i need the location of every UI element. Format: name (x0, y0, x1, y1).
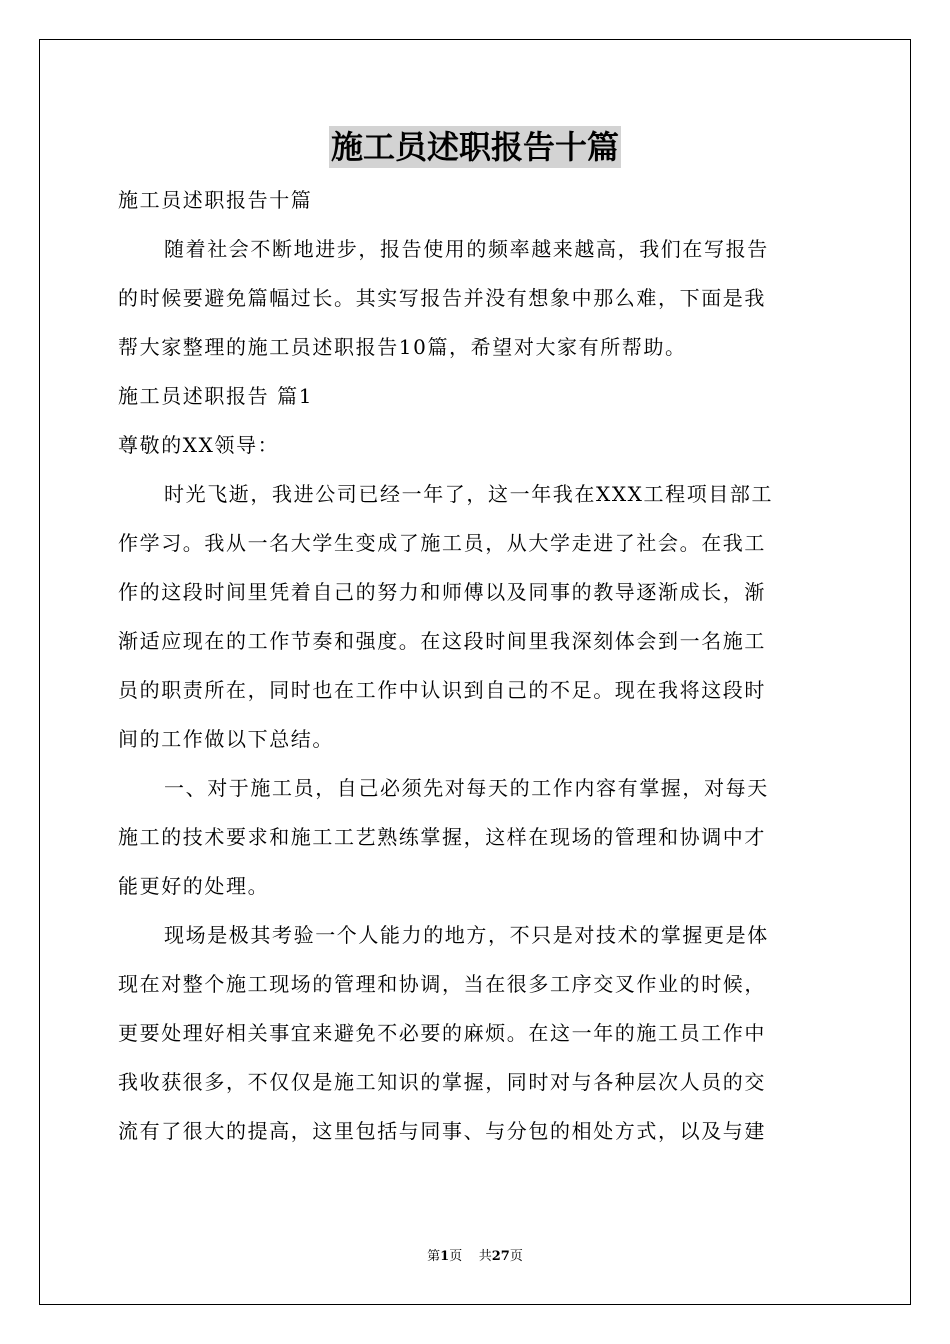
body-line: 能更好的处理。 (118, 874, 270, 898)
body-line: 施工员述职报告十篇 (118, 188, 313, 212)
footer-total-pages: 27 (491, 1249, 510, 1264)
body-line: 我收获很多，不仅仅是施工知识的掌握，同时对与各种层次人员的交 (118, 1070, 766, 1094)
body-line: 的时候要避免篇幅过长。其实写报告并没有想象中那么难，下面是我 (118, 286, 766, 310)
page-footer (0, 1245, 950, 1264)
body-line: 施工员述职报告 篇1 (118, 384, 314, 408)
body-line: 现场是极其考验一个人能力的地方，不只是对技术的掌握更是体 (164, 923, 769, 947)
body-line: 员的职责所在，同时也在工作中认识到自己的不足。现在我将这段时 (118, 678, 766, 702)
footer-suffix: 页 (509, 1249, 523, 1264)
footer-prefix: 第 (427, 1249, 441, 1264)
body-line: 渐适应现在的工作节奏和强度。在这段时间里我深刻体会到一名施工 (118, 629, 766, 653)
body-line: 更要处理好相关事宜来避免不必要的麻烦。在这一年的施工员工作中 (118, 1021, 766, 1045)
body-line: 施工的技术要求和施工工艺熟练掌握，这样在现场的管理和协调中才 (118, 825, 766, 849)
body-line: 作的这段时间里凭着自己的努力和师傅以及同事的教导逐渐成长，渐 (118, 580, 766, 604)
body-line: 帮大家整理的施工员述职报告10篇，希望对大家有所帮助。 (118, 335, 687, 359)
body-line: 流有了很大的提高，这里包括与同事、与分包的相处方式，以及与建 (118, 1119, 766, 1143)
body-line: 现在对整个施工现场的管理和协调，当在很多工序交叉作业的时候， (118, 972, 766, 996)
document-body (118, 176, 834, 1156)
footer-mid: 页 共 (449, 1249, 492, 1264)
body-line: 时光飞逝，我进公司已经一年了，这一年我在XXX工程项目部工 (164, 482, 774, 506)
body-line: 间的工作做以下总结。 (118, 727, 334, 751)
footer-current-page: 1 (440, 1249, 450, 1264)
body-line: 随着社会不断地进步，报告使用的频率越来越高，我们在写报告 (164, 237, 769, 261)
body-line: 作学习。我从一名大学生变成了施工员，从大学走进了社会。在我工 (118, 531, 766, 555)
body-line: 尊敬的XX领导： (118, 433, 280, 457)
body-line: 一、对于施工员，自己必须先对每天的工作内容有掌握，对每天 (164, 776, 769, 800)
document-title: 施工员述职报告十篇 (330, 128, 619, 166)
title-container (0, 126, 950, 168)
